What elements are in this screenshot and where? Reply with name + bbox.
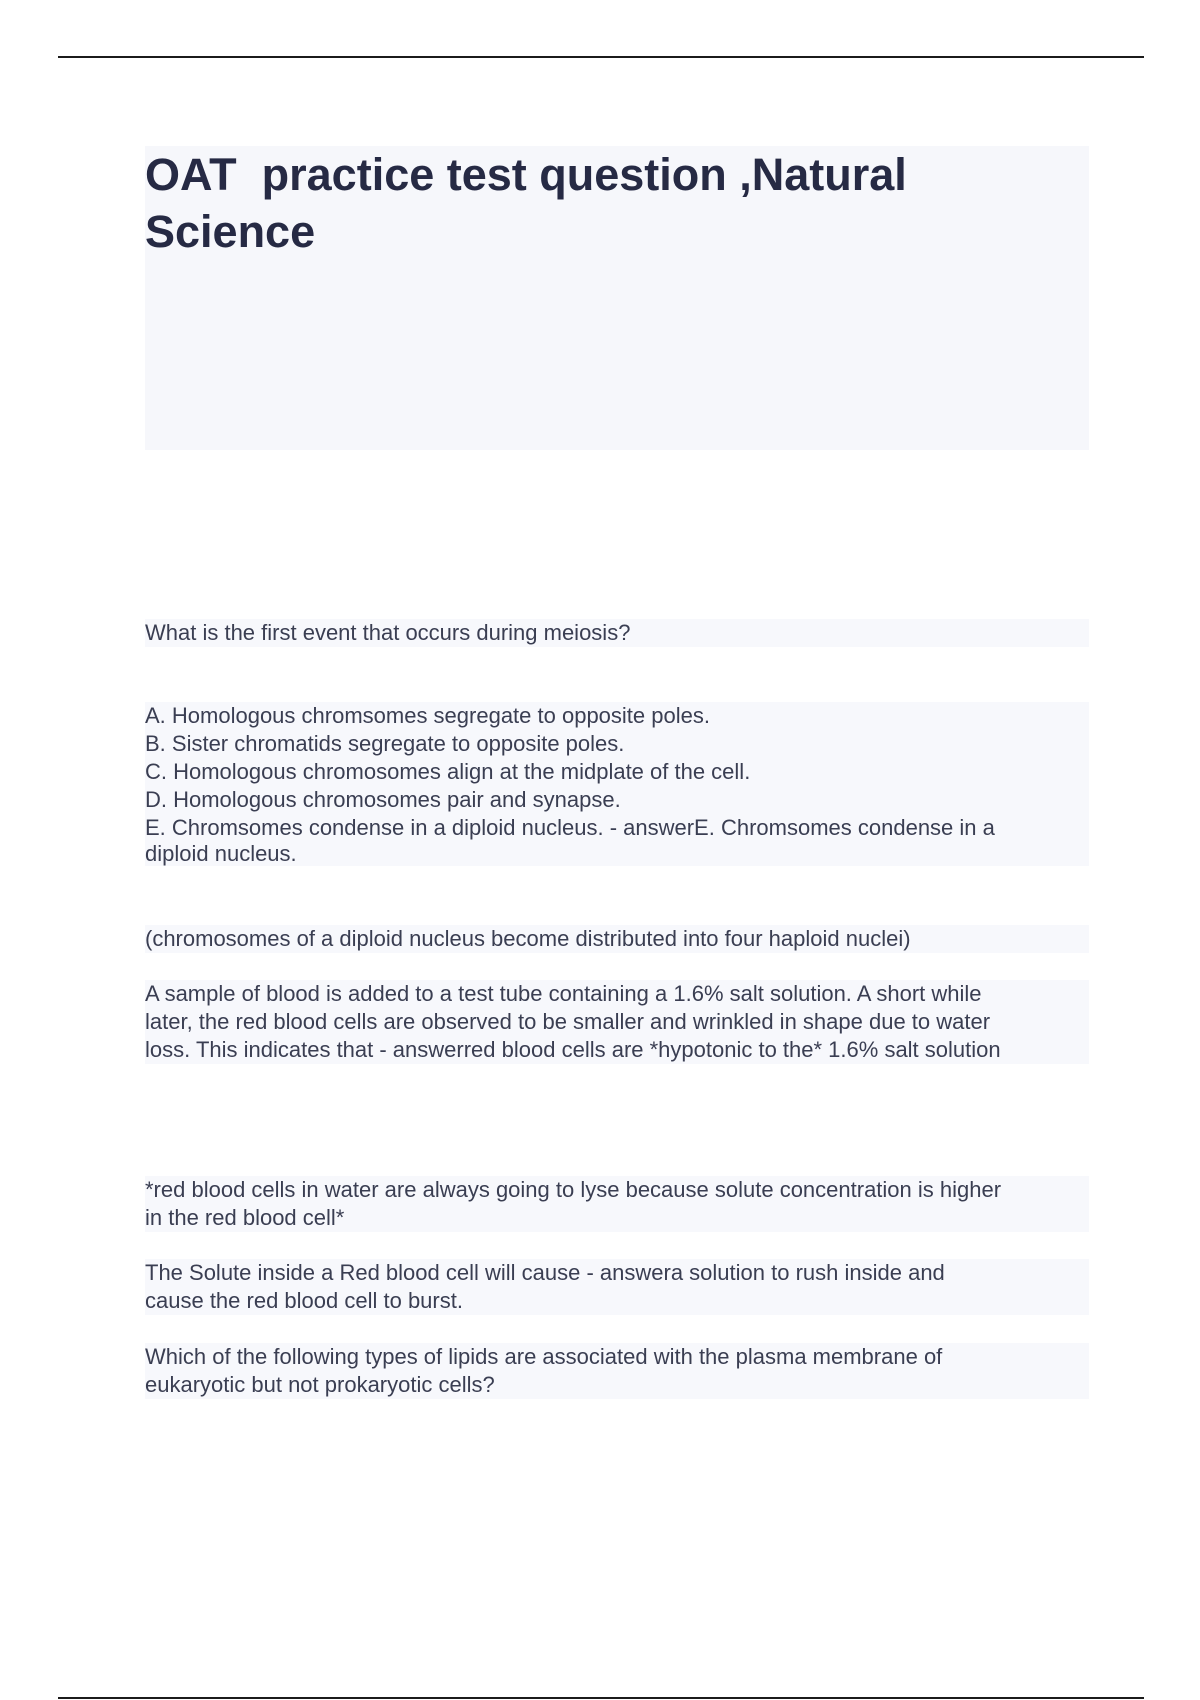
question-line: eukaryotic but not prokaryotic cells? (145, 1371, 1089, 1399)
question-blood-sample (145, 980, 1089, 1064)
answer-choices (145, 702, 1089, 866)
title-line-1: OAT practice test question ,Natural (145, 149, 907, 200)
choice-d: D. Homologous chromosomes pair and synapse. (145, 786, 1089, 814)
question-line: cause the red blood cell to burst. (145, 1287, 1089, 1315)
question-meiosis (145, 619, 1089, 647)
choice-e: E. Chromsomes condense in a diploid nucleus. - answerE. Chromsomes condense in a (145, 814, 1089, 842)
choice-a: A. Homologous chromsomes segregate to opposite poles. (145, 702, 1089, 730)
choice-c: C. Homologous chromosomes align at the midplate of the cell. (145, 758, 1089, 786)
question-text: What is the first event that occurs during meiosis? (145, 619, 1089, 647)
explanation-text: (chromosomes of a diploid nucleus become distributed into four haploid nuclei) (145, 925, 1089, 953)
top-rule (58, 56, 1144, 58)
question-line: later, the red blood cells are observed to be smaller and wrinkled in shape due to water (145, 1008, 1089, 1036)
page-title (145, 146, 1089, 260)
question-line: A sample of blood is added to a test tube containing a 1.6% salt solution. A short while (145, 980, 1089, 1008)
question-line: Which of the following types of lipids are associated with the plasma membrane of (145, 1343, 1089, 1371)
bottom-rule (58, 1697, 1144, 1699)
title-line-2: Science (145, 206, 316, 257)
title-block (145, 146, 1089, 450)
red-blood-cell-note (145, 1176, 1089, 1232)
question-lipids (145, 1343, 1089, 1399)
choice-b: B. Sister chromatids segregate to opposite poles. (145, 730, 1089, 758)
question-line: loss. This indicates that - answerred blood cells are *hypotonic to the* 1.6% salt solution (145, 1036, 1089, 1064)
question-solute (145, 1259, 1089, 1315)
choice-e-continued: diploid nucleus. (145, 842, 1089, 866)
meiosis-explanation (145, 925, 1089, 953)
question-line: The Solute inside a Red blood cell will cause - answera solution to rush inside and (145, 1259, 1089, 1287)
note-line: in the red blood cell* (145, 1204, 1089, 1232)
note-line: *red blood cells in water are always going to lyse because solute concentration is higher (145, 1176, 1089, 1204)
